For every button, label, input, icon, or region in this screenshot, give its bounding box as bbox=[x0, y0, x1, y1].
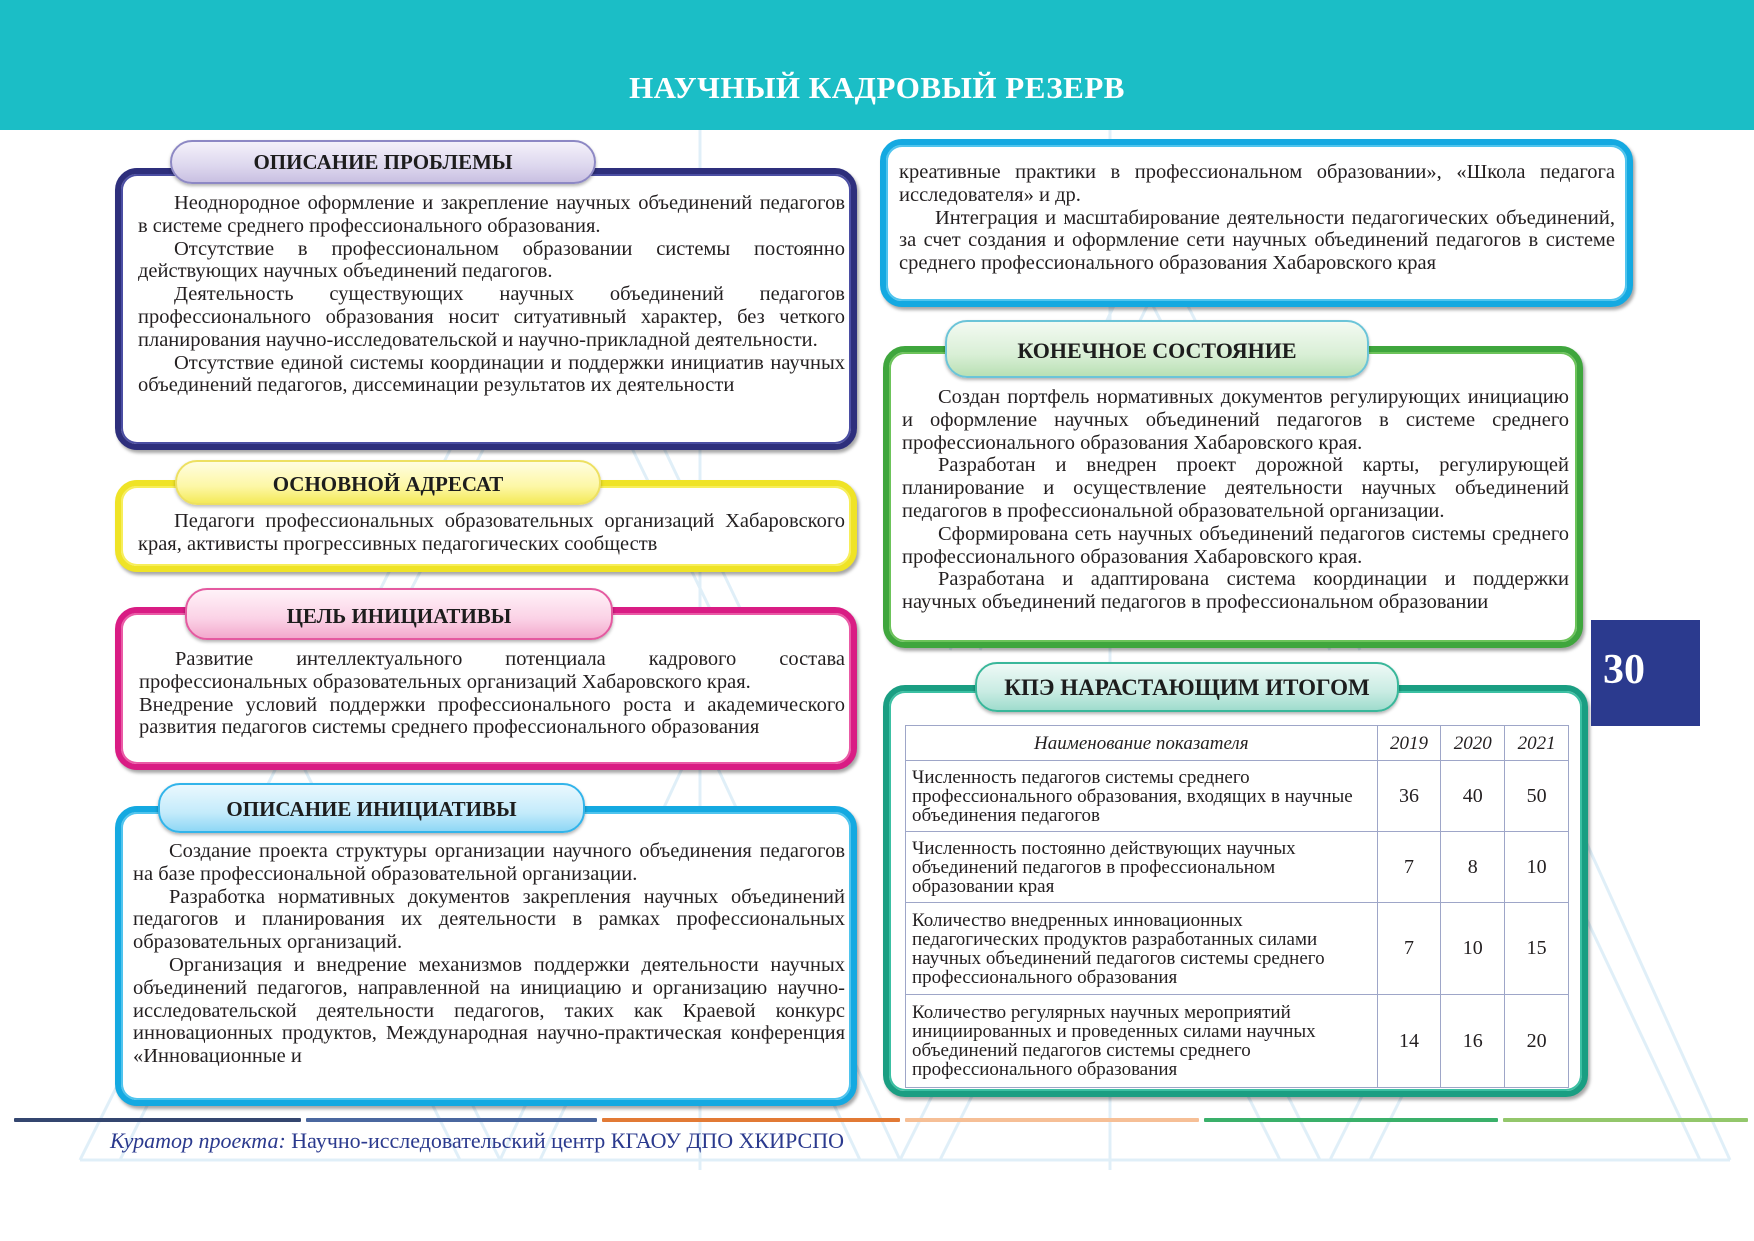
end-state-text bbox=[902, 386, 1569, 614]
header-bar bbox=[0, 0, 1754, 130]
kpi-panel bbox=[883, 685, 1588, 1097]
kpi-header-row bbox=[906, 726, 1569, 761]
problem-paragraph: Неоднородное оформление и закрепление научных объединений педагогов в системе среднего профессионального образования. bbox=[138, 192, 845, 237]
page-title: НАУЧНЫЙ КАДРОВЫЙ РЕЗЕРВ bbox=[629, 70, 1125, 105]
kpi-value: 40 bbox=[1441, 761, 1505, 832]
problem-text bbox=[138, 192, 845, 397]
problem-paragraph: Отсутствие в профессиональном образовании системы постоянно действующих научных объединений педагогов. bbox=[138, 237, 845, 283]
continuation-paragraph: креативные практики в профессиональном образовании», «Школа педагога исследователя» и др. bbox=[899, 161, 1615, 206]
page-number-badge bbox=[1591, 620, 1700, 726]
kpi-value: 7 bbox=[1377, 832, 1441, 903]
curator-label: Куратор проекта: bbox=[110, 1128, 286, 1153]
continuation-text bbox=[899, 161, 1615, 275]
kpi-value: 8 bbox=[1441, 832, 1505, 903]
goal-text bbox=[139, 648, 845, 739]
kpi-value: 16 bbox=[1441, 995, 1505, 1088]
kpi-indicator: Количество внедренных инновационных педагогических продуктов разработанных силами научных объединений педагогов системы среднего профессионального образования bbox=[906, 903, 1378, 995]
end-state-paragraph: Сформирована сеть научных объединений педагогов системы среднего профессионального образования Хабаровского края. bbox=[902, 522, 1569, 568]
initiative-panel bbox=[115, 806, 857, 1106]
initiative-text bbox=[133, 840, 845, 1068]
kpi-table bbox=[905, 725, 1569, 1088]
addressee-text bbox=[138, 510, 845, 556]
end-state-panel bbox=[883, 346, 1583, 648]
end-state-paragraph: Разработан и внедрен проект дорожной карты, регулирующей планирование и осуществление деятельности научных объединений педагогов в профессиональной образовательной организации. bbox=[902, 454, 1569, 522]
kpi-value: 10 bbox=[1441, 903, 1505, 995]
problem-heading: ОПИСАНИЕ ПРОБЛЕМЫ bbox=[170, 140, 596, 184]
page-number: 30 bbox=[1603, 647, 1645, 693]
curator-value: Научно-исследовательский центр КГАОУ ДПО ХКИРСПО bbox=[291, 1128, 845, 1153]
kpi-row bbox=[906, 995, 1569, 1088]
kpi-value: 36 bbox=[1377, 761, 1441, 832]
kpi-indicator: Численность педагогов системы среднего профессионального образования, входящих в научные объединения педагогов bbox=[906, 761, 1378, 832]
footer-stripe bbox=[14, 1118, 301, 1122]
footer-stripe bbox=[1503, 1118, 1748, 1122]
initiative-paragraph: Создание проекта структуры организации научного объединения педагогов на базе профессиональной образовательной организации. bbox=[133, 840, 845, 885]
end-state-heading: КОНЕЧНОЕ СОСТОЯНИЕ bbox=[945, 320, 1369, 378]
footer-stripe bbox=[306, 1118, 597, 1122]
kpi-value: 7 bbox=[1377, 903, 1441, 995]
kpi-value: 15 bbox=[1505, 903, 1569, 995]
kpi-row bbox=[906, 761, 1569, 832]
kpi-row bbox=[906, 832, 1569, 903]
kpi-indicator: Количество регулярных научных мероприятий инициированных и проведенных силами научных объединений педагогов системы среднего профессионального образования bbox=[906, 995, 1378, 1088]
kpi-header-year: 2021 bbox=[1505, 726, 1569, 761]
kpi-header-indicator: Наименование показателя bbox=[906, 726, 1378, 761]
kpi-heading: КПЭ НАРАСТАЮЩИМ ИТОГОМ bbox=[975, 662, 1399, 712]
end-state-paragraph: Разработана и адаптирована система координации и поддержки научных объединений педагогов в профессиональном образовании bbox=[902, 568, 1569, 614]
curator-line bbox=[110, 1128, 844, 1154]
initiative-heading: ОПИСАНИЕ ИНИЦИАТИВЫ bbox=[158, 783, 585, 833]
goal-paragraph: Внедрение условий поддержки профессионального роста и академического развития педагогов системы среднего профессионального образования bbox=[139, 693, 845, 739]
footer-stripe bbox=[602, 1118, 900, 1122]
addressee-paragraph: Педагоги профессиональных образовательных организаций Хабаровского края, активисты прогрессивных педагогических сообществ bbox=[138, 510, 845, 555]
problem-paragraph: Деятельность существующих научных объединений педагогов профессионального образования носит ситуативный характер, без четкого планирования научно-исследовательской и научно-прикладной деятельности. bbox=[138, 283, 845, 351]
footer-stripe bbox=[1204, 1118, 1498, 1122]
kpi-value: 10 bbox=[1505, 832, 1569, 903]
initiative-paragraph: Разработка нормативных документов закрепления научных объединений педагогов и планирования их деятельности в рамках профессиональных образовательных организаций. bbox=[133, 885, 845, 954]
initiative-continuation-panel bbox=[880, 139, 1633, 307]
kpi-row bbox=[906, 903, 1569, 995]
end-state-paragraph: Создан портфель нормативных документов регулирующих инициацию и оформление научных объединений педагогов в системе среднего профессионального образования Хабаровского края. bbox=[902, 386, 1569, 454]
kpi-indicator: Численность постоянно действующих научных объединений педагогов в профессиональном образовании края bbox=[906, 832, 1378, 903]
kpi-value: 14 bbox=[1377, 995, 1441, 1088]
kpi-value: 20 bbox=[1505, 995, 1569, 1088]
kpi-header-year: 2020 bbox=[1441, 726, 1505, 761]
addressee-heading: ОСНОВНОЙ АДРЕСАТ bbox=[175, 460, 601, 505]
kpi-header-year: 2019 bbox=[1377, 726, 1441, 761]
problem-panel bbox=[115, 168, 857, 450]
problem-paragraph: Отсутствие единой системы координации и поддержки инициатив научных объединений педагогов, диссеминации результатов их деятельности bbox=[138, 351, 845, 397]
footer-stripe bbox=[905, 1118, 1199, 1122]
goal-heading: ЦЕЛЬ ИНИЦИАТИВЫ bbox=[185, 588, 613, 640]
goal-paragraph: Развитие интеллектуального потенциала кадрового состава профессиональных образовательных организаций Хабаровского края. bbox=[139, 648, 845, 693]
continuation-paragraph: Интеграция и масштабирование деятельности педагогических объединений, за счет создания и оформление сети научных объединений педагогов в системе среднего профессионального образования Хабаровского края bbox=[899, 206, 1615, 275]
kpi-value: 50 bbox=[1505, 761, 1569, 832]
initiative-paragraph: Организация и внедрение механизмов поддержки деятельности научных объединений педагогов, направленной на инициацию и организацию научно-исследовательской деятельности педагогов, таких как Краевой конкурс инновационных продуктов, Международная научно-практическая конференция «Инновационные и bbox=[133, 953, 845, 1068]
